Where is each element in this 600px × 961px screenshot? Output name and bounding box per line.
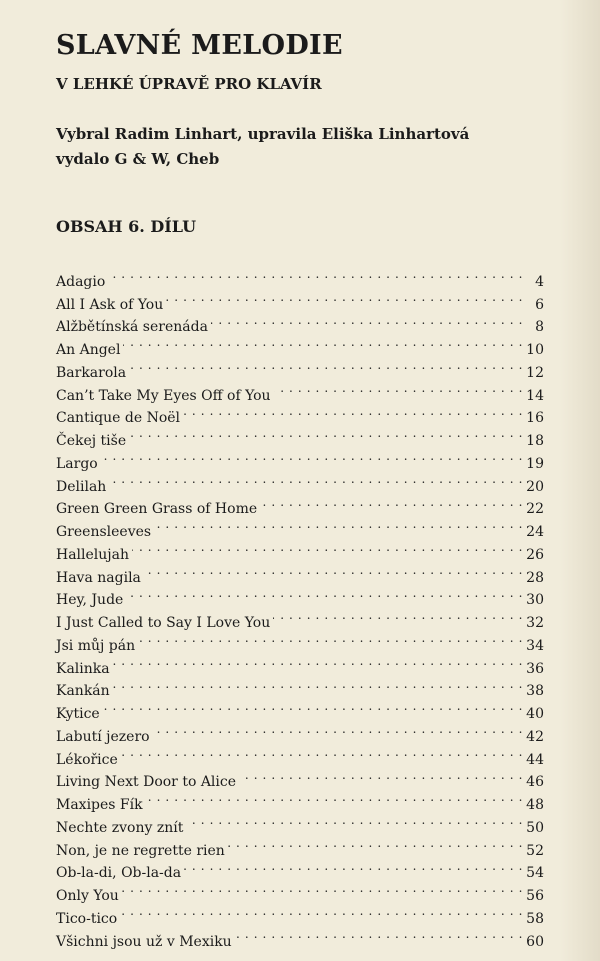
toc-dot-leader (273, 604, 523, 627)
toc-entry-title: Hava nagila (56, 569, 141, 586)
toc-entry-page-number: 22 (526, 501, 544, 518)
toc-entry-page-number: 36 (526, 660, 544, 677)
toc-entry (56, 331, 544, 358)
toc-dot-leader (101, 445, 523, 468)
toc-entry-page-number: 14 (526, 387, 544, 404)
toc-entry (56, 582, 544, 609)
toc-dot-leader (260, 491, 523, 514)
toc-entry (56, 422, 544, 449)
toc-dot-leader (235, 923, 523, 946)
credits (56, 122, 469, 172)
toc-entry (56, 764, 544, 791)
toc-entry-title: Nechte zvony znít (56, 819, 184, 836)
toc-entry (56, 377, 544, 404)
toc-entry-title: I Just Called to Say I Love You (56, 615, 271, 631)
toc-entry (56, 923, 544, 950)
toc-entry (56, 468, 544, 495)
toc-entry-title: Cantique de Noël (56, 410, 181, 427)
toc-entry (56, 877, 544, 904)
toc-entry (56, 491, 544, 518)
toc-entry-title: Labutí jezero (56, 728, 150, 745)
toc-entry-title: Maxipes Fík (56, 797, 143, 813)
toc-entry-page-number: 34 (526, 637, 544, 654)
toc-dot-leader (146, 786, 523, 809)
toc-entry-title: Hey, Jude (56, 592, 124, 609)
toc-dot-leader (183, 400, 523, 423)
toc-entry-page-number: 42 (526, 728, 544, 745)
toc-entry-page-number: 56 (526, 888, 544, 904)
toc-entry-page-number: 28 (526, 569, 544, 586)
toc-entry (56, 673, 544, 700)
toc-entry-page-number: 26 (526, 546, 544, 563)
toc-dot-leader (274, 377, 523, 400)
toc-entry-title: Jsi můj pán (56, 637, 136, 654)
page-edge-shadow (560, 0, 600, 961)
table-of-contents (56, 263, 544, 950)
toc-entry-page-number: 24 (526, 524, 544, 540)
toc-dot-leader (132, 536, 523, 559)
toc-entry-title: Hallelujah (56, 546, 129, 563)
toc-entry (56, 354, 544, 381)
toc-dot-leader (129, 422, 523, 445)
credits-editors: Vybral Radim Linhart, upravila Eliška Linhartová (56, 125, 470, 143)
toc-dot-leader (184, 855, 523, 878)
toc-entry-title: Greensleeves (56, 524, 152, 540)
toc-dot-leader (113, 673, 523, 696)
toc-dot-leader (126, 582, 523, 605)
toc-dot-leader (211, 309, 523, 332)
toc-entry-page-number: 30 (526, 592, 544, 609)
toc-dot-leader (239, 764, 523, 787)
toc-dot-leader (109, 468, 523, 491)
toc-entry (56, 263, 544, 290)
toc-dot-leader (138, 627, 523, 650)
toc-entry-title: Green Green Grass of Home (56, 501, 258, 518)
book-subtitle: V LEHKÉ ÚPRAVĚ PRO KLAVÍR (56, 75, 322, 93)
toc-dot-leader (123, 331, 523, 354)
credits-publisher: vydalo G & W, Cheb (56, 150, 220, 168)
toc-entry-title: Tico-tico (56, 910, 118, 927)
toc-heading: OBSAH 6. DÍLU (56, 217, 197, 236)
toc-entry-page-number: 18 (526, 433, 544, 449)
toc-entry (56, 900, 544, 927)
toc-entry-title: Non, je ne regrette rien (56, 842, 225, 859)
toc-entry-page-number: 58 (526, 910, 544, 927)
toc-entry-title: Barkarola (56, 364, 127, 381)
toc-entry-title: Všichni jsou už v Mexiku (56, 933, 232, 950)
toc-entry-page-number: 8 (535, 319, 544, 336)
toc-entry (56, 445, 544, 472)
toc-dot-leader (108, 263, 523, 286)
toc-entry-title: Kalinka (56, 660, 110, 677)
toc-entry (56, 559, 544, 586)
toc-entry-title: Only You (56, 888, 119, 904)
toc-dot-leader (120, 900, 523, 923)
toc-entry-page-number: 20 (526, 478, 544, 495)
toc-entry-title: Kankán (56, 683, 110, 700)
toc-entry-title: All I Ask of You (56, 296, 164, 313)
toc-entry-page-number: 6 (535, 296, 544, 313)
toc-entry-page-number: 4 (535, 273, 544, 290)
toc-entry-page-number: 12 (526, 364, 544, 381)
toc-entry-page-number: 10 (526, 342, 544, 358)
toc-dot-leader (129, 354, 523, 377)
toc-entry-page-number: 60 (526, 933, 544, 950)
toc-entry (56, 695, 544, 722)
toc-dot-leader (154, 513, 523, 536)
toc-entry-title: An Angel (56, 342, 121, 358)
toc-entry-page-number: 52 (526, 842, 544, 859)
toc-entry-title: Can’t Take My Eyes Off of You (56, 387, 271, 404)
toc-entry (56, 650, 544, 677)
toc-entry-page-number: 48 (526, 797, 544, 813)
toc-entry-page-number: 44 (526, 751, 544, 768)
toc-dot-leader (122, 877, 523, 900)
toc-entry (56, 718, 544, 745)
toc-entry-page-number: 40 (526, 706, 544, 722)
toc-entry-page-number: 32 (526, 615, 544, 631)
toc-dot-leader (103, 695, 523, 718)
toc-entry (56, 604, 544, 631)
toc-dot-leader (166, 286, 523, 309)
toc-dot-leader (121, 741, 523, 764)
toc-entry-page-number: 38 (526, 683, 544, 700)
toc-entry-title: Alžbětínská serenáda (56, 319, 208, 336)
toc-entry-title: Largo (56, 455, 98, 472)
toc-dot-leader (153, 718, 523, 741)
toc-entry-title: Living Next Door to Alice (56, 774, 237, 791)
toc-entry-title: Delilah (56, 478, 107, 495)
toc-entry-title: Čekej tiše (56, 433, 127, 449)
book-title: SLAVNÉ MELODIE (56, 30, 343, 61)
toc-entry-page-number: 16 (526, 410, 544, 427)
toc-dot-leader (186, 809, 523, 832)
toc-dot-leader (144, 559, 523, 582)
toc-entry-page-number: 46 (526, 774, 544, 791)
toc-entry-page-number: 54 (526, 865, 544, 882)
toc-entry (56, 286, 544, 313)
toc-dot-leader (228, 832, 523, 855)
toc-entry-title: Kytice (56, 706, 100, 722)
toc-entry-title: Lékořice (56, 751, 118, 768)
toc-entry-page-number: 50 (526, 819, 544, 836)
toc-entry-page-number: 19 (526, 455, 544, 472)
toc-entry-title: Adagio (56, 273, 106, 290)
toc-dot-leader (113, 650, 523, 673)
toc-entry (56, 741, 544, 768)
toc-entry-title: Ob-la-di, Ob-la-da (56, 865, 182, 882)
